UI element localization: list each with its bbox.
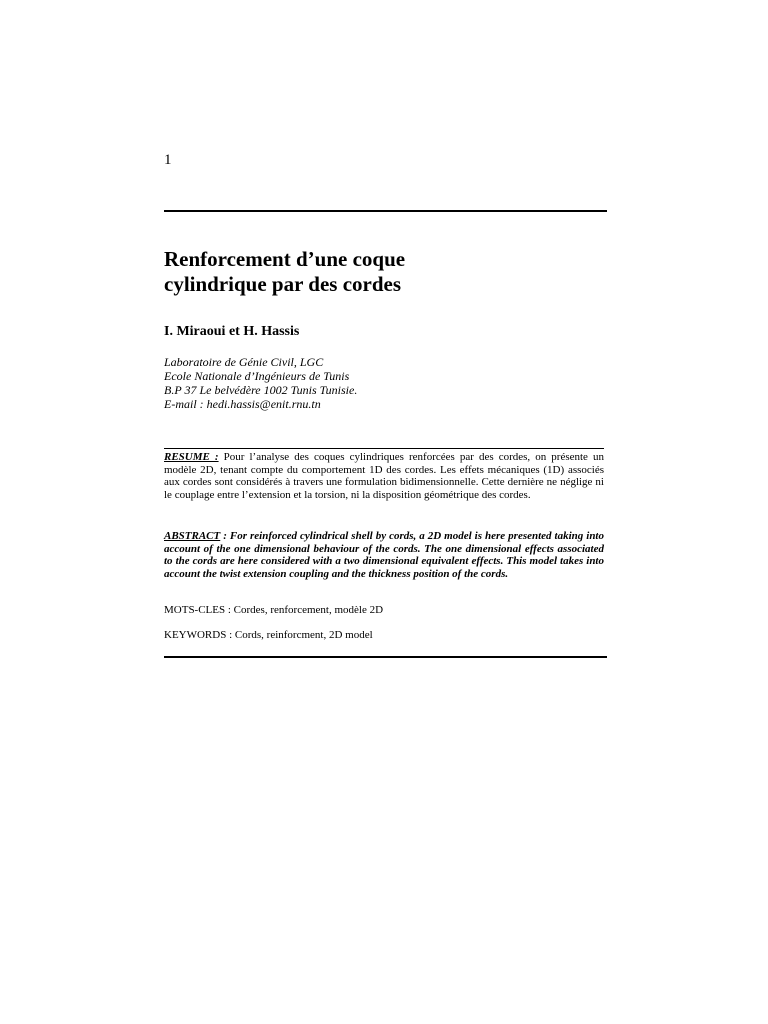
keywords: KEYWORDS : Cords, reinforcment, 2D model	[164, 629, 373, 641]
page-number: 1	[164, 152, 172, 168]
affiliation-school: Ecole Nationale d’Ingénieurs de Tunis	[164, 369, 350, 383]
affiliation-email: E-mail : hedi.hassis@enit.rnu.tn	[164, 397, 321, 411]
resume-label: RESUME :	[164, 451, 219, 463]
mots-cles: MOTS-CLES : Cordes, renforcement, modèle 2D	[164, 604, 384, 616]
affiliation-block	[164, 355, 357, 411]
affiliation-address: B.P 37 Le belvédère 1002 Tunis Tunisie.	[164, 383, 358, 397]
authors: I. Miraoui et H. Hassis	[164, 324, 300, 339]
title-line-2: cylindrique par des cordes	[164, 272, 402, 296]
title-line-1: Renforcement d’une coque	[164, 247, 406, 271]
abstract-label: ABSTRACT	[164, 530, 221, 542]
abstract-divider	[164, 448, 604, 449]
bottom-divider	[164, 656, 607, 658]
affiliation-lab: Laboratoire de Génie Civil, LGC	[164, 355, 324, 369]
top-divider	[164, 210, 607, 212]
paper-title	[164, 247, 607, 297]
abstract-text: : For reinforced cylindrical shell by cords, a 2D model is here presented taking into account of the one dimensional behaviour of the cords. The one dimensional effects associated to the cords are here considered with a two dimensional equivalent effects. This model takes into account the twist extension coupling and the thickness position of the cords.	[164, 530, 604, 580]
abstract-paragraph	[164, 530, 604, 580]
resume-text: Pour l’analyse des coques cylindriques renforcées par des cordes, on présente un modèle 2D, tenant compte du comportement 1D des cordes. Les effets mécaniques (1D) associés aux cordes sont considérés à travers une formulation bidimensionnelle. Cette dernière ne néglige ni le couplage entre l’extension et la torsion, ni la disposition géométrique des cordes.	[164, 451, 604, 501]
resume-paragraph	[164, 451, 604, 501]
